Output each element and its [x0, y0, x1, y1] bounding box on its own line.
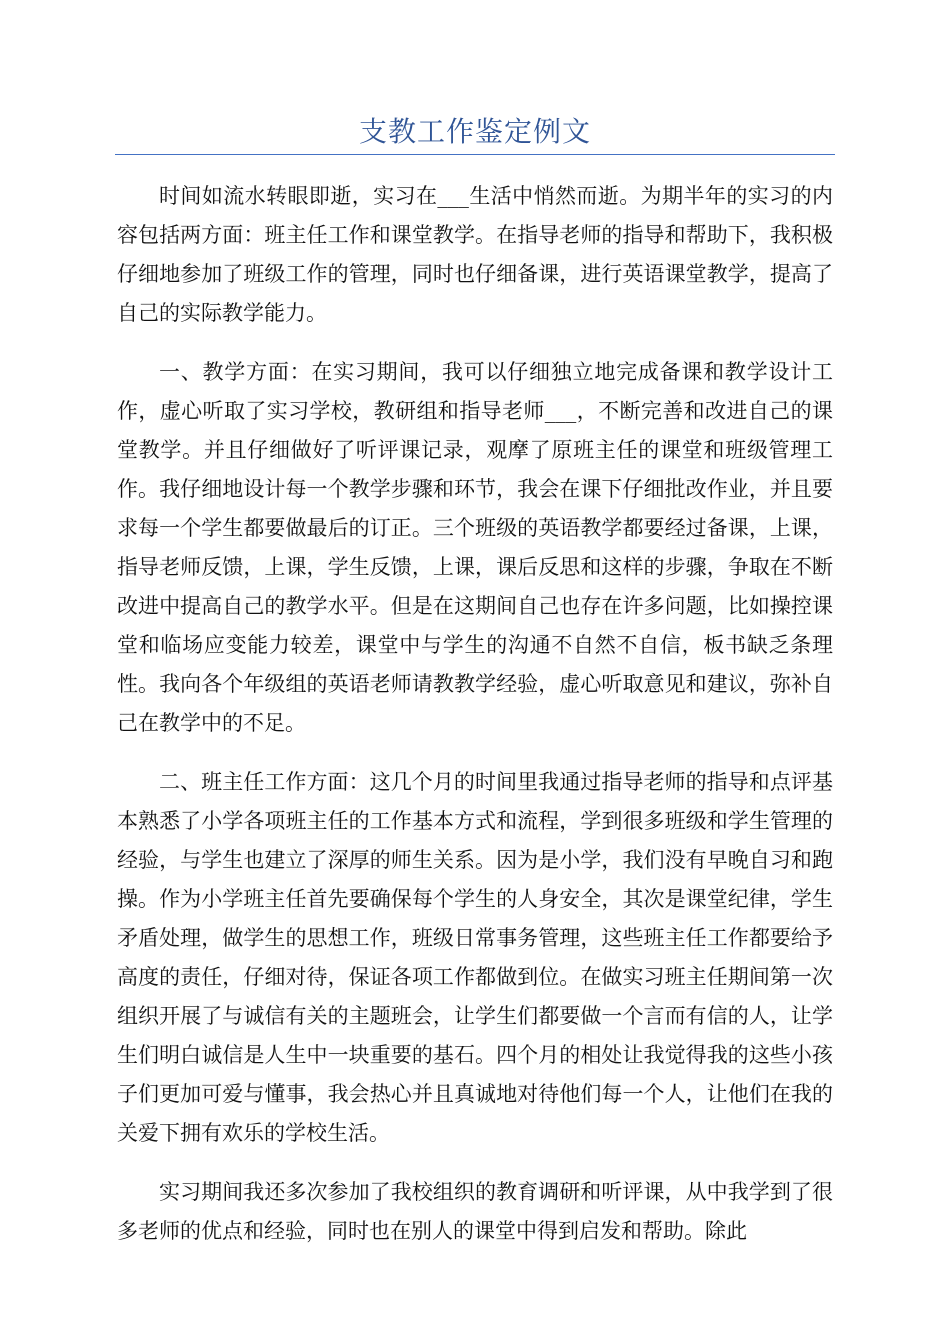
paragraph-research: 实习期间我还多次参加了我校组织的教育调研和听评课，从中我学到了很多老师的优点和经验，同时也在别人的课堂中得到启发和帮助。除此 [117, 1180, 833, 1243]
document-body [117, 177, 833, 1271]
paragraph-class-teacher: 二、班主任工作方面：这几个月的时间里我通过指导老师的指导和点评基本熟悉了小学各项班主任的工作基本方式和流程，学到很多班级和学生管理的经验，与学生也建立了深厚的师生关系。因为是小学，我们没有早晚自习和跑操。作为小学班主任首先要确保每个学生的人身安全，其次是课堂纪律，学生矛盾处理，做学生的思想工作，班级日常事务管理，这些班主任工作都要给予高度的责任，仔细对待，保证各项工作都做到位。在做实习班主任期间第一次组织开展了与诚信有关的主题班会，让学生们都要做一个言而有信的人，让学生们明白诚信是人生中一块重要的基石。四个月的相处让我觉得我的这些小孩子们更加可爱与懂事，我会热心并且真诚地对待他们每一个人，让他们在我的关爱下拥有欢乐的学校生活。 [117, 770, 833, 1145]
title-underline [115, 154, 835, 155]
paragraph-intro: 时间如流水转眼即逝，实习在___生活中悄然而逝。为期半年的实习的内容包括两方面：班主任工作和课堂教学。在指导老师的指导和帮助下，我积极仔细地参加了班级工作的管理，同时也仔细备课，进行英语课堂教学，提高了自己的实际教学能力。 [117, 184, 833, 325]
paragraph-teaching: 一、教学方面：在实习期间，我可以仔细独立地完成备课和教学设计工作，虚心听取了实习学校，教研组和指导老师___，不断完善和改进自己的课堂教学。并且仔细做好了听评课记录，观摩了原班主任的课堂和班级管理工作。我仔细地设计每一个教学步骤和环节，我会在课下仔细批改作业，并且要求每一个学生都要做最后的订正。三个班级的英语教学都要经过备课，上课，指导老师反馈，上课，学生反馈，上课，课后反思和这样的步骤，争取在不断改进中提高自己的教学水平。但是在这期间自己也存在许多问题，比如操控课堂和临场应变能力较差，课堂中与学生的沟通不自然不自信，板书缺乏条理性。我向各个年级组的英语老师请教教学经验，虚心听取意见和建议，弥补自己在教学中的不足。 [117, 360, 833, 735]
document-title: 支教工作鉴定例文 [358, 115, 591, 148]
